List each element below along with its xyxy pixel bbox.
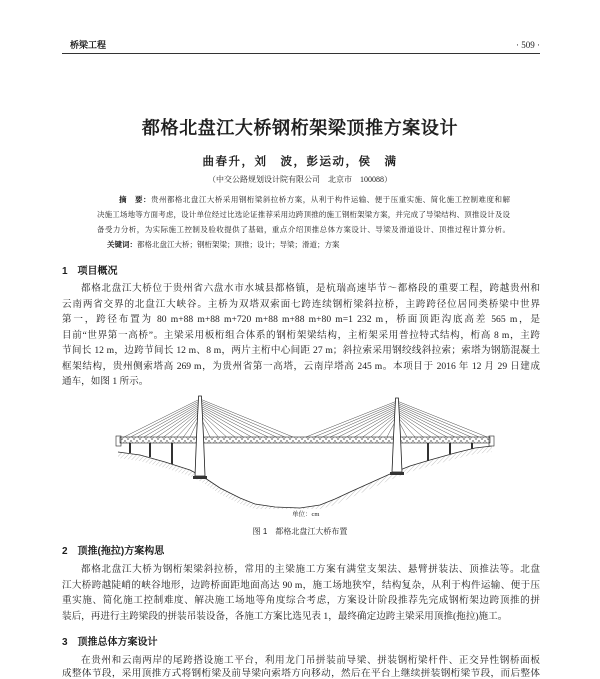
header-divider	[62, 53, 540, 54]
section-heading: 1 项目概况	[62, 266, 118, 277]
running-header-section: 桥梁工程	[70, 40, 107, 50]
keywords-label: 关键词：	[107, 240, 137, 249]
side-span-pier	[471, 443, 473, 449]
page-number: · 509 ·	[516, 40, 540, 50]
figure-caption: 图 1 都格北盘江大桥布置	[252, 527, 348, 536]
figure-unit-label: 单位：cm	[292, 511, 320, 518]
body-line: 在贵州和云南两岸的尾跨搭设施工平台，利用龙门吊拼装前导梁、拼装钢桁梁杆件、正交异性钢桥面板	[81, 655, 540, 666]
abstract-line	[97, 193, 510, 207]
body-line: 通车，如图 1 所示。	[62, 376, 149, 387]
section-heading: 3 顶推总体方案设计	[62, 637, 158, 648]
stay-cable	[397, 406, 463, 437]
stay-cable	[170, 411, 200, 437]
bridge-elevation-figure	[110, 392, 495, 510]
abstract-label: 摘 要：	[119, 195, 151, 204]
stay-cable	[330, 406, 397, 437]
side-span-pier	[149, 443, 151, 457]
terrain-profile	[118, 446, 492, 508]
abstract-line: 决施工场地等方面考虑，设计单位经过比选论证推荐采用边跨顶推的施工钢桁架梁方案，并完成了导梁结构、顶推设计及设	[97, 210, 510, 219]
terrain-rock-band	[118, 446, 492, 509]
author-list: 曲春升，刘 波，彭运动，侯 满	[202, 156, 398, 168]
stay-cable	[200, 409, 243, 437]
body-line: 江大桥跨越陡峭的峡谷地形，边跨桥面距地面高达 90 m，施工场地狭窄，结构复杂，从利于构件运输、便于压	[62, 580, 540, 591]
right-pylon-foundation	[390, 472, 404, 475]
body-line: 第一，跨径布置为 80 m+88 m+88 m+720 m+88 m+88 m+80 m=1 232 m，桥面顶距沟底高差 565 m，是	[62, 314, 540, 325]
abstract-line: 备受力分析，为实际施工控制及验收提供了基础，重点介绍顶推总体方案设计、导梁及滑道设计、顶推过程计算分析。	[97, 225, 510, 234]
body-line: 都格北盘江大桥位于贵州省六盘水市水城县都格镇，是杭瑞高速毕节～都格段的重要工程，跨越贵州和	[81, 283, 540, 294]
body-line: 都格北盘江大桥为钢桁架梁斜拉桥，常用的主梁施工方案有满堂支架法、悬臂拼装法、顶推法等。北盘	[81, 564, 540, 575]
left-pylon-foundation	[193, 476, 207, 479]
body-line: 目前“世界第一高桥”。主梁采用板桁组合体系的钢桁架梁结构，主桁架采用普拉特式结构，桁高 8 m，主跨	[62, 330, 540, 341]
side-span-pier	[129, 443, 131, 453]
body-line: 框架结构，贵州侧索塔高 269 m，为贵州省第一高塔，云南岸塔高 245 m。本项目于 2016 年 12 月 29 日建成	[62, 361, 540, 372]
section-heading: 2 顶推(拖拉)方案构思	[62, 546, 165, 557]
stay-cable-fans	[124, 399, 487, 437]
stay-cable	[397, 408, 455, 437]
stay-cable	[200, 406, 260, 437]
abstract-text: 贵州都格北盘江大桥采用钢桁梁斜拉桥方案，从利于构件运输、便于压重实施、简化施工控制难度和解	[150, 195, 510, 204]
keywords-line	[107, 238, 510, 252]
stay-cable	[164, 409, 200, 437]
body-line: 重实施、简化施工控制难度、解决施工场地等角度综合考虑，方案设计阶段推荐先完成钢桁架边跨顶推的拼	[62, 595, 540, 606]
body-line: 成整体节段，采用顶推方式将钢桁梁及前导梁向索塔方向移动，然后在平台上继续拼装钢桁梁节段，而后整体	[62, 668, 540, 679]
side-span-piers	[129, 443, 473, 464]
stay-cable	[200, 404, 268, 437]
paper-title: 都格北盘江大桥钢桁架梁顶推方案设计	[141, 118, 459, 138]
side-span-pier	[449, 443, 451, 454]
truss-deck	[120, 437, 490, 443]
right-pylon	[392, 398, 402, 472]
side-span-pier	[171, 443, 173, 464]
stay-cable	[150, 406, 200, 437]
body-line: 装后，再进行主跨梁段的拼装吊装设备，各施工方案比选见表 1，最终确定边跨主梁采用顶推(拖拉)施工。	[62, 611, 508, 622]
stay-cable	[137, 402, 200, 437]
body-line: 云南两省交界的北盘江大峡谷。主桥为双塔双索面七跨连续钢桁梁斜拉桥，主跨跨径位居同类桥梁中世界	[62, 299, 540, 310]
author-affiliation: （中交公路规划设计院有限公司 北京市 100088）	[208, 175, 392, 184]
body-line: 节间长 12 m，边跨节间长 12 m、8 m，两片主桁中心间距 27 m；斜拉索采用钢绞线斜拉索；索塔为钢筋混凝土	[62, 345, 540, 356]
stay-cable	[144, 404, 200, 437]
side-span-pier	[427, 443, 429, 461]
keywords-text: 都格北盘江大桥；钢桁架梁；顶推；设计；导梁；滑道；方案	[137, 240, 340, 249]
